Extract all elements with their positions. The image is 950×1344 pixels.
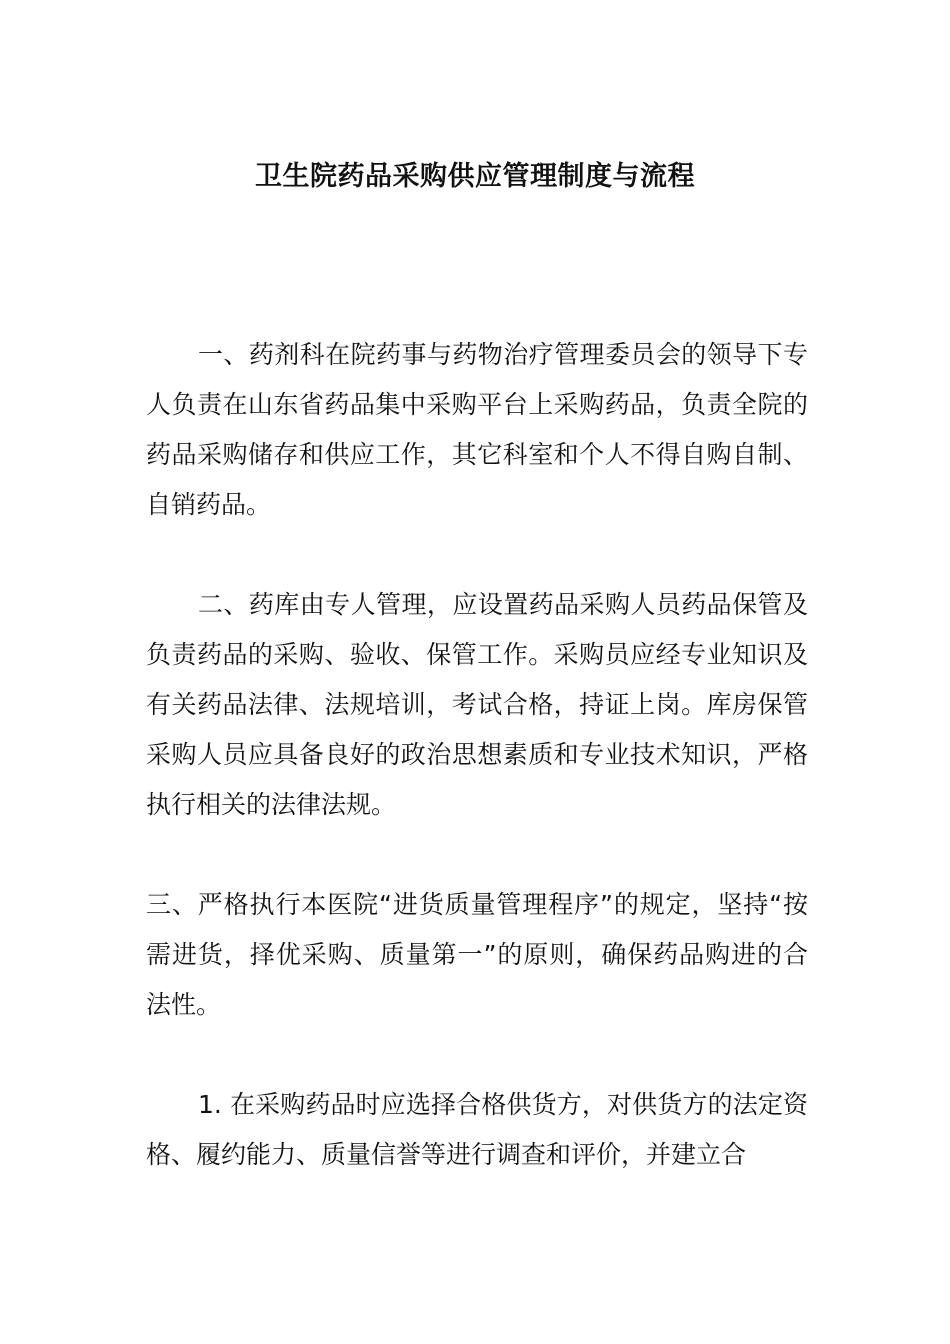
document-body <box>146 330 808 1180</box>
paragraph-spacer <box>146 530 808 580</box>
paragraph-spacer <box>146 830 808 880</box>
document-title: 卫生院药品采购供应管理制度与流程 <box>255 161 695 192</box>
paragraph-4: 1. 在采购药品时应选择合格供货方，对供货方的法定资格、履约能力、质量信誉等进行调查和评价，并建立合 <box>146 1090 808 1169</box>
paragraph-2: 二、药库由专人管理，应设置药品采购人员药品保管及负责药品的采购、验收、保管工作。采购员应经专业知识及有关药品法律、法规培训，考试合格，持证上岗。库房保管采购人员应具备良好的政治思想素质和专业技术知识，严格执行相关的法律法规。 <box>146 590 808 819</box>
paragraph-spacer <box>146 1030 808 1080</box>
paragraph-1: 一、药剂科在院药事与药物治疗管理委员会的领导下专人负责在山东省药品集中采购平台上采购药品，负责全院的药品采购储存和供应工作，其它科室和个人不得自购自制、自销药品。 <box>146 340 808 519</box>
paragraph-3: 三、严格执行本医院“进货质量管理程序”的规定，坚持“按需进货，择优采购、质量第一”的原则，确保药品购进的合法性。 <box>146 890 808 1019</box>
